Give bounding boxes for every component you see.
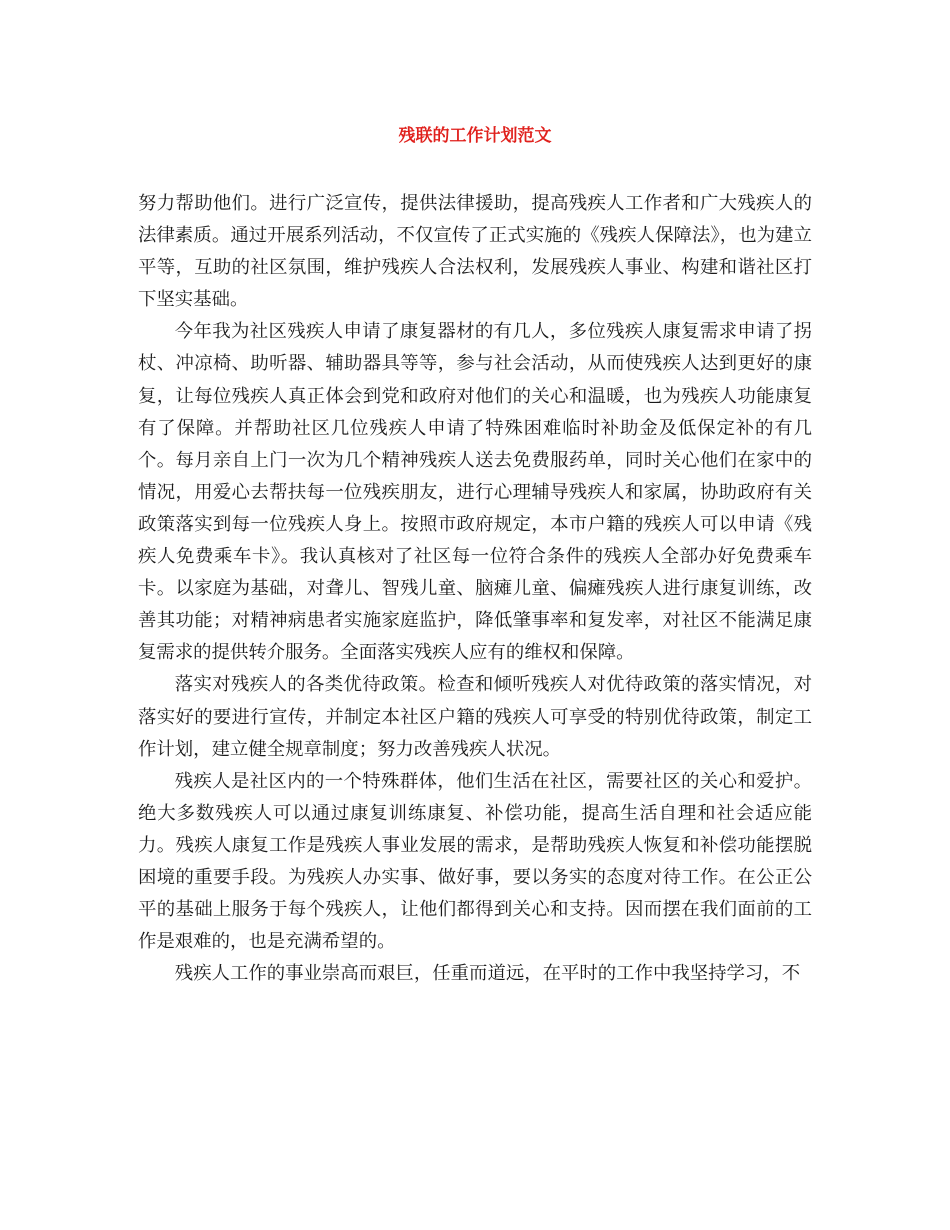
paragraph-5: 残疾人工作的事业崇高而艰巨，任重而道远，在平时的工作中我坚持学习，不 [174, 963, 801, 985]
paragraph-4: 残疾人是社区内的一个特殊群体，他们生活在社区，需要社区的关心和爱护。绝大多数残疾人可以通过康复训练康复、补偿功能，提高生活自理和社会适应能力。残疾人康复工作是残疾人事业发展的需求，是帮助残疾人恢复和补偿功能摆脱困境的重要手段。为残疾人办实事、做好事，要以务实的态度对待工作。在公正公平的基础上服务于每个残疾人，让他们都得到关心和支持。因而摆在我们面前的工作是艰难的，也是充满希望的。 [138, 770, 812, 953]
paragraph-1: 努力帮助他们。进行广泛宣传，提供法律援助，提高残疾人工作者和广大残疾人的法律素质。通过开展系列活动，不仅宣传了正式实施的《残疾人保障法》，也为建立平等，互助的社区氛围，维护残疾人合法权利，发展残疾人事业、构建和谐社区打下坚实基础。 [138, 193, 812, 311]
paragraph-2: 今年我为社区残疾人申请了康复器材的有几人，多位残疾人康复需求申请了拐杖、冲凉椅、助听器、辅助器具等等，参与社会活动，从而使残疾人达到更好的康复，让每位残疾人真正体会到党和政府对他们的关心和温暖，也为残疾人功能康复有了保障。并帮助社区几位残疾人申请了特殊困难临时补助金及低保定补的有几个。每月亲自上门一次为几个精神残疾人送去免费服药单，同时关心他们在家中的情况，用爱心去帮扶每一位残疾朋友，进行心理辅导残疾人和家属，协助政府有关政策落实到每一位残疾人身上。按照市政府规定，本市户籍的残疾人可以申请《残疾人免费乘车卡》。我认真核对了社区每一位符合条件的残疾人全部办好免费乘车卡。以家庭为基础，对聋儿、智残儿童、脑瘫儿童、偏瘫残疾人进行康复训练，改善其功能；对精神病患者实施家庭监护，降低肇事率和复发率，对社区不能满足康复需求的提供转介服务。全面落实残疾人应有的维权和保障。 [138, 321, 812, 664]
paragraph-3: 落实对残疾人的各类优待政策。检查和倾听残疾人对优待政策的落实情况，对落实好的要进行宣传，并制定本社区户籍的残疾人可享受的特别优待政策，制定工作计划，建立健全规章制度；努力改善残疾人状况。 [138, 674, 812, 760]
document-title: 残联的工作计划范文 [398, 126, 552, 146]
document-body [138, 188, 812, 990]
